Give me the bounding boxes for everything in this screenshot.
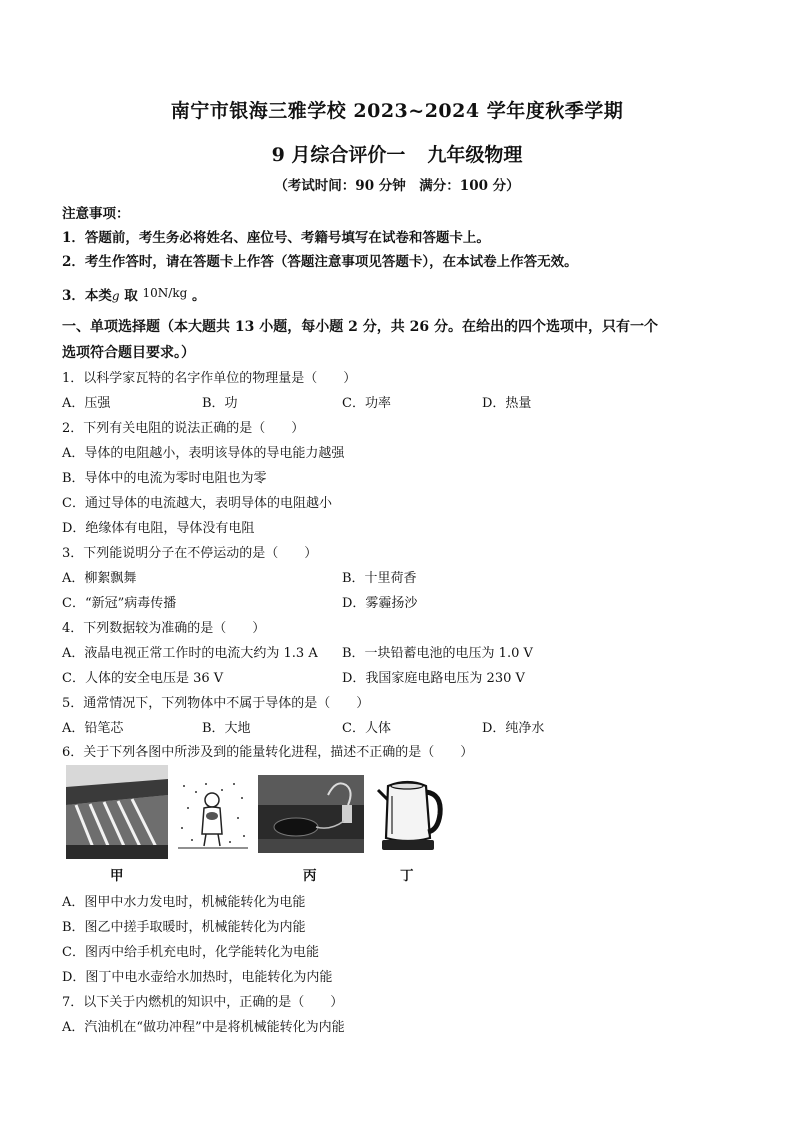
question-6-option-c: C．图丙中给手机充电时，化学能转化为电能 [62,945,319,960]
notes-heading: 注意事项： [62,206,130,222]
question-6-option-d: D．图丁中电水壶给水加热时，电能转化为内能 [62,970,333,985]
exam-title: 南宁市银海三雅学校 2023~2024 学年度秋季学期 [170,100,624,122]
note-3-mid: 取 [119,288,143,304]
question-3-option-a: A．柳絮飘舞 [62,571,137,586]
exam-subtitle [0,140,794,167]
section-1-line-1: 一、单项选择题（本大题共 13 小题，每小题 2 分，共 26 分。在给出的四个选项中，只有一个 [62,319,658,335]
electric-kettle-icon [370,772,446,858]
question-7-stem: 7．以下关于内燃机的知识中，正确的是（ ） [62,995,344,1010]
question-3-option-d: D．雾霾扬沙 [342,596,418,611]
note-3-g: g [111,289,120,303]
question-7-option-a: A．汽油机在“做功冲程”中是将机械能转化为内能 [62,1020,345,1035]
question-2-option-b: B．导体中的电流为零时电阻也为零 [62,471,267,486]
question-4-option-b: B．一块铅蓄电池的电压为 1.0 V [342,646,533,661]
question-4-option-a: A．液晶电视正常工作时的电流大约为 1.3 A [62,646,318,661]
question-5-stem: 5．通常情况下，下列物体中不属于导体的是（ ） [62,696,370,711]
note-1: 1．答题前，考生务必将姓名、座位号、考籍号填写在试卷和答题卡上。 [62,230,490,246]
question-1-option-a: A．压强 [62,396,111,411]
question-3-option-b: B．十里荷香 [342,571,417,586]
question-4-stem: 4．下列数据较为准确的是（ ） [62,621,266,636]
note-2: 2．考生作答时，请在答题卡上作答（答题注意事项见答题卡），在本试卷上作答无效。 [62,254,578,270]
question-5-option-c: C．人体 [342,721,391,736]
question-2-stem: 2．下列有关电阻的说法正确的是（ ） [62,421,305,436]
question-5-option-b: B．大地 [202,721,251,736]
section-1-line-2: 选项符合题目要求。） [62,345,195,361]
exam-info: （考试时间：90 分钟 满分：100 分） [274,178,520,194]
note-3-suffix: 。 [187,288,206,304]
question-2-option-d: D．绝缘体有电阻，导体没有电阻 [62,521,255,536]
figure-caption-jia: 甲 [110,868,124,884]
question-2-option-a: A．导体的电阻越小，表明该导体的导电能力越强 [62,446,345,461]
question-6-option-a: A．图甲中水力发电时，机械能转化为电能 [62,895,306,910]
question-4-option-c: C．人体的安全电压是 36 V [62,671,224,686]
exam-subtitle-part1: 9 月综合评价一 [271,144,406,166]
note-3 [62,284,205,304]
question-5-option-d: D．纯净水 [482,721,545,736]
question-5-option-a: A．铅笔芯 [62,721,124,736]
figure-caption-ding: 丁 [400,868,414,884]
figure-caption-bing: 丙 [303,868,317,884]
note-3-value: 10N/kg [142,286,188,300]
phone-charging-photo-icon [258,775,364,853]
person-rubbing-hands-icon [176,778,250,852]
exam-subtitle-part2: 九年级物理 [427,144,523,166]
question-6-option-b: B．图乙中搓手取暖时，机械能转化为内能 [62,920,306,935]
note-3-prefix: 3．本类 [62,288,112,304]
question-3-option-c: C．“新冠”病毒传播 [62,596,177,611]
question-1-option-c: C．功率 [342,396,391,411]
hydro-dam-photo-icon [66,765,168,859]
question-1-stem: 1．以科学家瓦特的名字作单位的物理量是（ ） [62,371,357,386]
question-1-option-b: B．功 [202,396,238,411]
question-2-option-c: C．通过导体的电流越大，表明导体的电阻越小 [62,496,332,511]
question-3-stem: 3．下列能说明分子在不停运动的是（ ） [62,546,318,561]
question-6-stem: 6．关于下列各图中所涉及到的能量转化进程，描述不正确的是（ ） [62,745,474,760]
question-4-option-d: D．我国家庭电路电压为 230 V [342,671,525,686]
question-1-option-d: D．热量 [482,396,532,411]
